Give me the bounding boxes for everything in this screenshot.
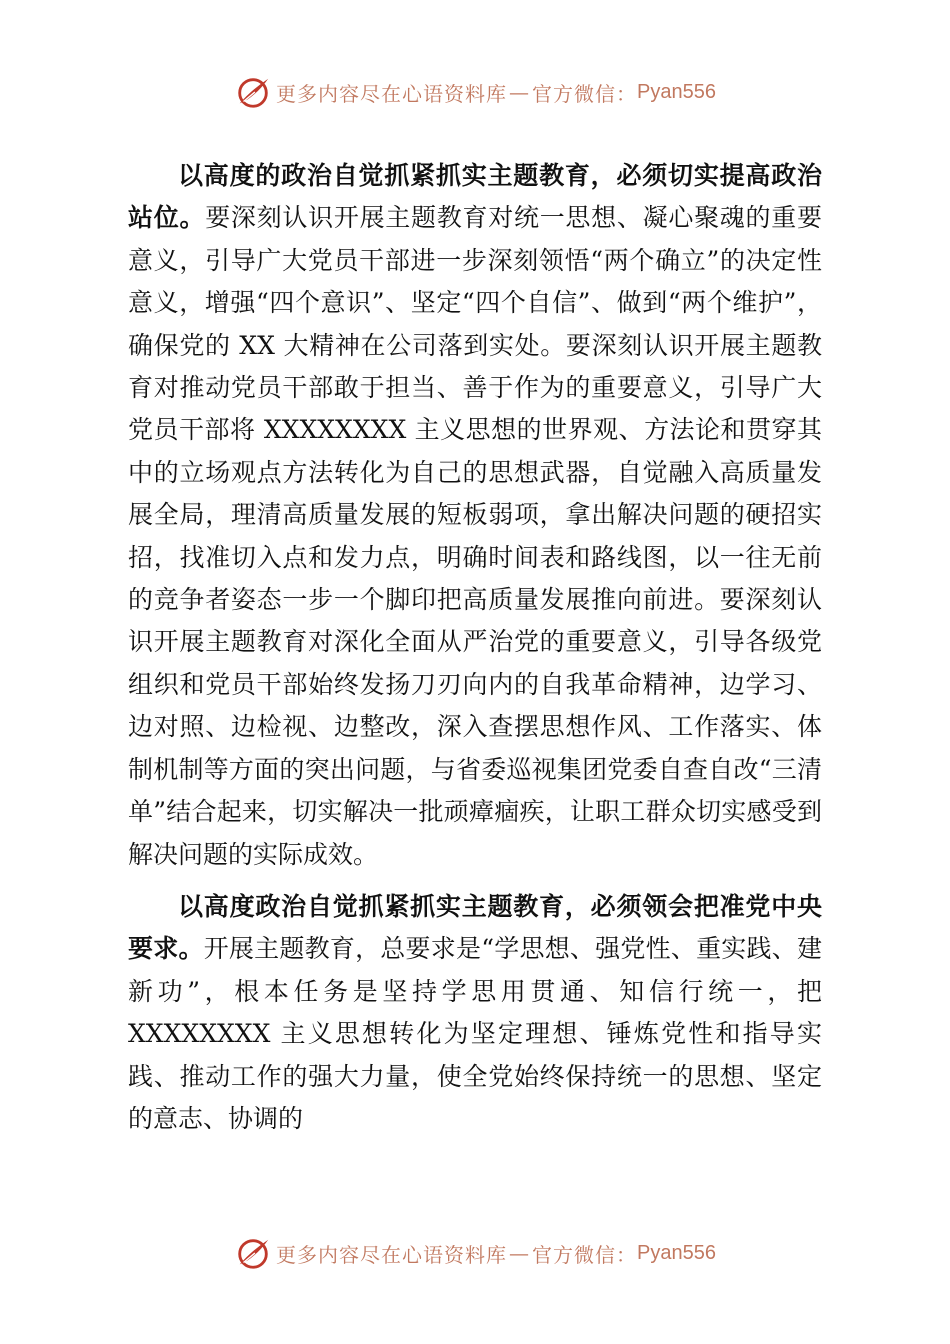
watermark-text: 更多内容尽在心语资料库	[276, 1242, 508, 1267]
watermark-text: 更多内容尽在心语资料库	[276, 81, 508, 106]
document-body	[128, 155, 822, 1150]
watermark-wechat-id: Pyan556	[637, 80, 716, 103]
paragraph-1	[128, 155, 822, 876]
paragraph-lead: 以高度政治自觉抓紧抓实主题教育，必须领会把准党中央要求。	[128, 891, 822, 964]
watermark-suffix: 官方微信：	[532, 1242, 638, 1267]
watermark-suffix: 官方微信：	[532, 81, 638, 106]
paragraph-2	[128, 886, 822, 1140]
watermark-wechat-id: Pyan556	[637, 1241, 716, 1264]
watermark-separator: —	[509, 1241, 531, 1265]
quill-logo-icon	[234, 73, 272, 111]
watermark-header	[0, 72, 950, 112]
paragraph-text: 要深刻认识开展主题教育对统一思想、凝心聚魂的重要意义，引导广大党员干部进一步深刻领悟“两个确立”的决定性意义，增强“四个意识”、坚定“四个自信”、做到“两个维护”，确保党的 XX 大精神在公司落到实处。要深刻认识开展主题教育对推动党员干部敢于担当、善于作为的重要意义，引导广大党员干部将 XXXXXXXX 主义思想的世界观、方法论和贯穿其中的立场观点方法转化为自己的思想武器，自觉融入高质量发展全局，理清高质量发展的短板弱项，拿出解决问题的硬招实招，找准切入点和发力点，明确时间表和路线图，以一往无前的竞争者姿态一步一个脚印把高质量发展推向前进。要深刻认识开展主题教育对深化全面从严治党的重要意义，引导各级党组织和党员干部始终发扬刀刃向内的自我革命精神，边学习、边对照、边检视、边整改，深入查摆思想作风、工作落实、体制机制等方面的突出问题，与省委巡视集团党委自查自改“三清单”结合起来，切实解决一批顽瘴痼疾，让职工群众切实感受到解决问题的实际成效。	[128, 203, 822, 869]
paragraph-text: 开展主题教育，总要求是“学思想、强党性、重实践、建新功”，根本任务是坚持学思用贯通、知信行统一，把 XXXXXXXX 主义思想转化为坚定理想、锤炼党性和指导实践、推动工作的强大力量，使全党始终保持统一的思想、坚定的意志、协调的	[128, 934, 822, 1133]
paragraph-lead: 以高度的政治自觉抓紧抓实主题教育，必须切实提高政治站位。	[128, 161, 822, 233]
quill-logo-icon	[234, 1234, 272, 1272]
watermark-separator: —	[509, 80, 531, 104]
watermark-footer	[0, 1233, 950, 1273]
